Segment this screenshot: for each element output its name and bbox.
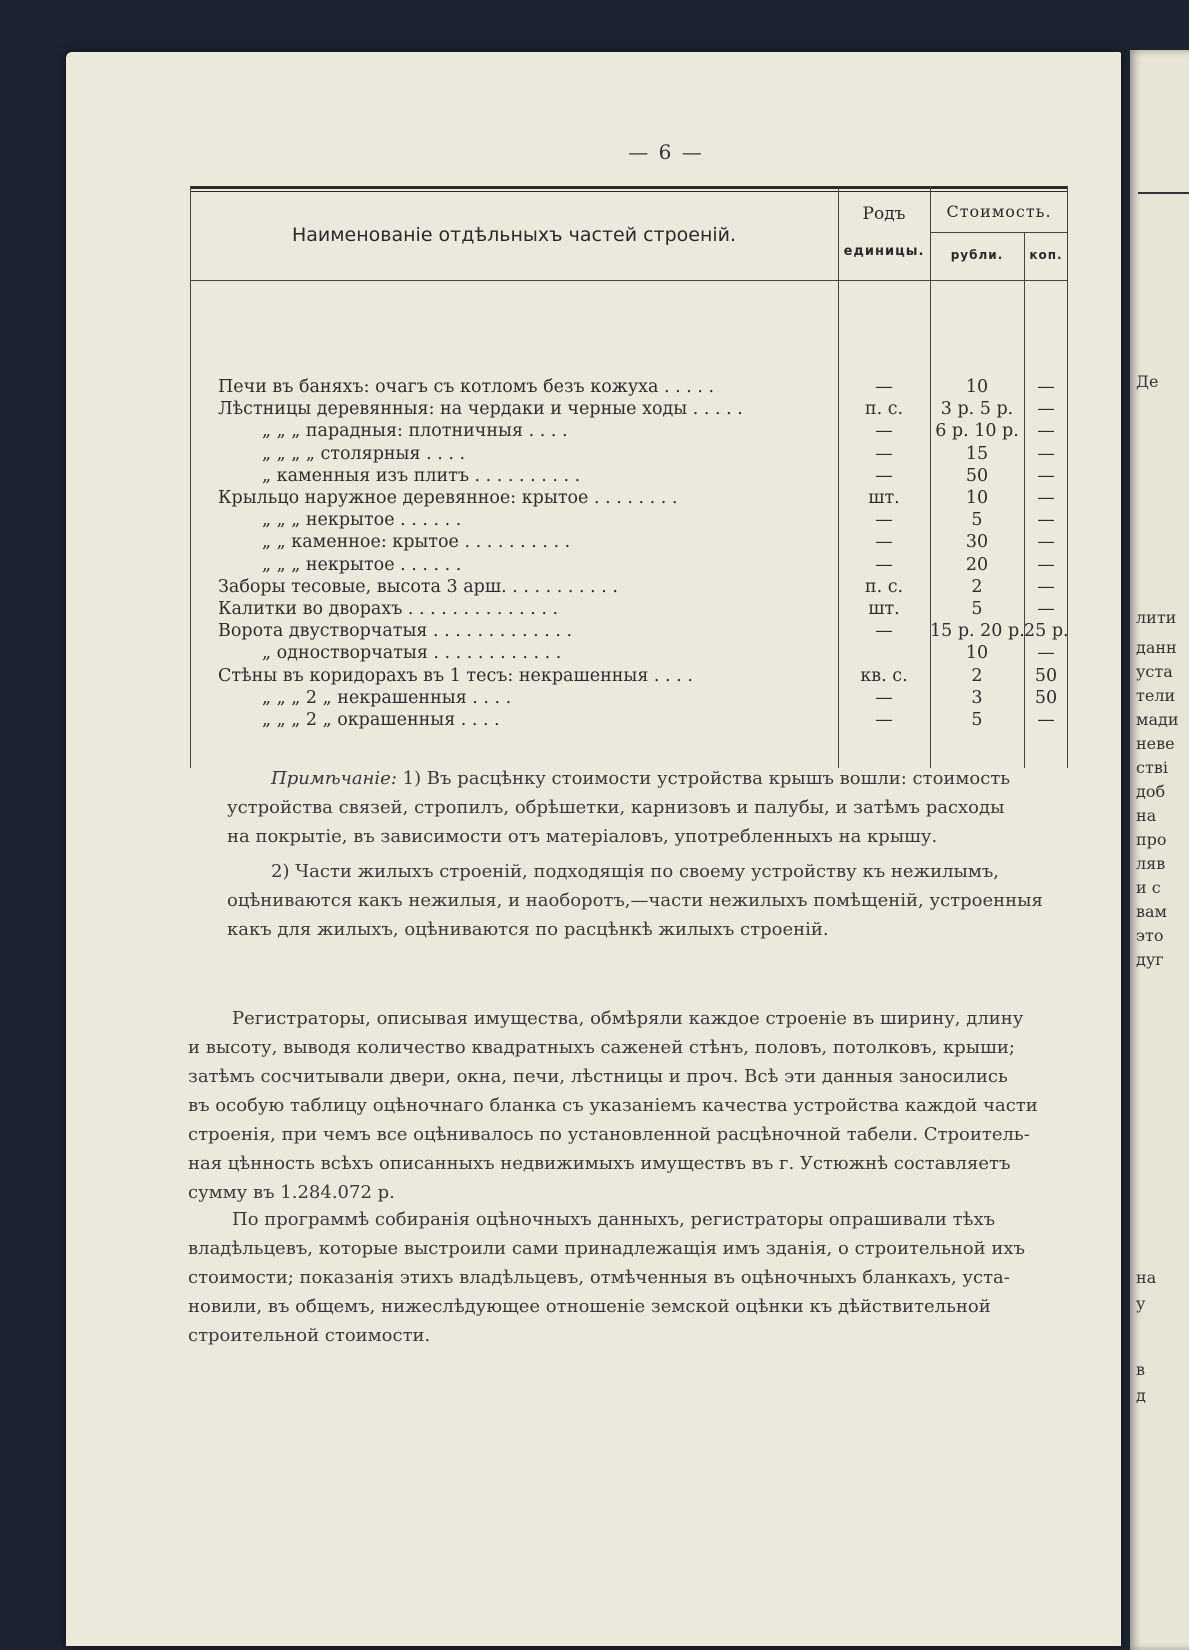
rubles-cell: 15 (965, 443, 989, 464)
rubles-cell: 20 (965, 554, 989, 575)
rubles-cell: 15 р. 20 р. (930, 621, 1025, 642)
table-row (190, 443, 1068, 466)
table-header-rule (190, 280, 1068, 281)
cost-table (190, 186, 1068, 768)
rubles-cell: 6 р. 10 р. (935, 421, 1019, 442)
part-name-cell: Крыльцо наружное деревянное: крытое . . . . . . . . (218, 488, 678, 508)
document-page (66, 52, 1121, 1646)
body-paragraph-1 (188, 1004, 1123, 1207)
kopecks-cell: — (1037, 576, 1055, 597)
unit-cell: — (875, 621, 893, 642)
table-row (190, 554, 1068, 577)
kopecks-cell: — (1037, 421, 1055, 442)
kopecks-cell: — (1037, 510, 1055, 531)
kopecks-cell: 50 (1034, 665, 1058, 686)
note-line: какъ для жилыхъ, оцѣниваются по расцѣнкѣ жилыхъ строеній. (227, 919, 829, 940)
table-top-rule (190, 186, 1068, 189)
rubles-cell: 5 (971, 599, 983, 619)
table-row (190, 420, 1068, 443)
part-name-cell: „ „ каменное: крытое . . . . . . . . . . (262, 532, 571, 553)
unit-cell: — (875, 421, 893, 442)
kopecks-cell: — (1037, 399, 1055, 420)
unit-cell: шт. (868, 488, 900, 508)
table-row (190, 620, 1068, 643)
header-part-name: Наименованіе отдѣльныхъ частей строеній. (291, 224, 737, 246)
table-row (190, 665, 1068, 688)
table-row (190, 687, 1068, 710)
part-name-cell: „ „ „ 2 „ окрашенныя . . . . (262, 710, 500, 730)
part-name-cell: Стѣны въ коридорахъ въ 1 тесъ: некрашенныя . . . . (218, 665, 693, 686)
rubles-cell: 2 (971, 576, 983, 597)
adjacent-page-edge (1130, 50, 1189, 1650)
part-name-cell: „ каменныя изъ плитъ . . . . . . . . . . (262, 465, 581, 486)
rubles-cell: 3 (971, 687, 983, 708)
adjacent-page-fragment: Де (1136, 372, 1159, 391)
table-row (190, 642, 1068, 665)
adjacent-page-fragment: про (1136, 830, 1167, 849)
adjacent-page-fragment: вам (1136, 902, 1167, 921)
body-line: и высоту, выводя количество квадратныхъ саженей стѣнъ, половъ, потолковъ, крыши; (188, 1037, 1015, 1058)
rubles-cell: 3 р. 5 р. (940, 399, 1014, 420)
adjacent-page-fragment: дуг (1136, 950, 1164, 969)
part-name-cell: „ „ „ „ столярныя . . . . (262, 443, 466, 464)
body-line: новили, въ общемъ, нижеслѣдующее отношеніе земской оцѣнки къ дѣйствительной (188, 1296, 991, 1317)
part-name-cell: „ „ „ некрытое . . . . . . (262, 510, 462, 531)
header-rubles: рубли. (950, 248, 1004, 262)
unit-cell: — (875, 465, 893, 486)
unit-cell: п. с. (864, 576, 904, 597)
adjacent-page-fragment: лити (1136, 608, 1177, 627)
body-line: строительной стоимости. (188, 1325, 431, 1346)
body-paragraph-2 (188, 1205, 1123, 1350)
adjacent-page-fragment: в (1136, 1360, 1146, 1379)
rubles-cell: 50 (965, 465, 989, 486)
note-line: на покрытіе, въ зависимости отъ матеріаловъ, употребленныхъ на крышу. (227, 826, 938, 847)
table-row (190, 598, 1068, 621)
adjacent-page-fragment: на (1136, 806, 1157, 825)
table-row (190, 376, 1068, 399)
table-row (190, 398, 1068, 421)
body-line: строенія, при чемъ все оцѣнивалось по установленной расцѣночной табели. Строитель- (188, 1124, 1030, 1145)
note-line: оцѣниваются какъ нежилыя, и наоборотъ,—части нежилыхъ помѣщеній, устроенныя (227, 890, 1043, 911)
adjacent-page-fragment: на (1136, 1268, 1157, 1287)
body-line: Регистраторы, описывая имущества, обмѣряли каждое строеніе въ ширину, длину (232, 1008, 1024, 1029)
note-paragraph-2 (227, 857, 1123, 944)
body-line: сумму въ 1.284.072 р. (188, 1182, 395, 1203)
table-row (190, 487, 1068, 510)
kopecks-cell: 50 (1034, 687, 1058, 708)
kopecks-cell: — (1037, 377, 1055, 397)
adjacent-page-fragment: данн (1136, 638, 1177, 657)
kopecks-cell: — (1037, 488, 1055, 508)
kopecks-cell: — (1037, 443, 1055, 464)
unit-cell: кв. с. (860, 665, 908, 686)
part-name-cell: Печи въ баняхъ: очагъ съ котломъ безъ кожуха . . . . . (218, 377, 715, 397)
unit-cell: шт. (868, 599, 900, 619)
adjacent-page-rule (1138, 192, 1189, 194)
adjacent-page-fragment: тели (1136, 686, 1176, 705)
adjacent-page-fragment: неве (1136, 734, 1175, 753)
rubles-cell: 5 (971, 710, 983, 730)
kopecks-cell: — (1037, 554, 1055, 575)
unit-cell: — (875, 377, 893, 397)
unit-cell: — (875, 554, 893, 575)
rubles-cell: 10 (965, 643, 989, 664)
body-line: По программѣ собиранія оцѣночныхъ данныхъ, регистраторы опрашивали тѣхъ (232, 1209, 996, 1230)
table-row (190, 709, 1068, 732)
table-cost-subrule (930, 232, 1068, 233)
note-paragraph-1 (227, 764, 1123, 851)
part-name-cell: Заборы тесовые, высота 3 арш. . . . . . . . . . . (218, 576, 618, 597)
table-row (190, 465, 1068, 488)
kopecks-cell: — (1037, 465, 1055, 486)
part-name-cell: „ одностворчатыя . . . . . . . . . . . . (262, 643, 562, 664)
rubles-cell: 10 (965, 488, 989, 508)
adjacent-page-fragment: мади (1136, 710, 1179, 729)
note-line: 1) Въ расцѣнку стоимости устройства крышъ вошли: стоимость (396, 768, 1011, 789)
unit-cell: — (875, 687, 893, 708)
adjacent-page-fragment: и с (1136, 878, 1161, 897)
rubles-cell: 10 (965, 377, 989, 397)
unit-cell: — (875, 710, 893, 730)
header-cost: Стоимость. (946, 202, 1052, 221)
table-row (190, 509, 1068, 532)
note-title: Примѣчаніе: (271, 768, 397, 789)
note-line: устройства связей, стропилъ, обрѣшетки, карнизовъ и палубы, и затѣмъ расходы (227, 797, 1005, 818)
adjacent-page-fragment: ствi (1136, 758, 1168, 777)
unit-cell: п. с. (864, 399, 904, 420)
unit-cell: — (875, 443, 893, 464)
adjacent-page-fragment: это (1136, 926, 1164, 945)
table-row (190, 576, 1068, 599)
page-number: — 6 — (628, 140, 704, 164)
adjacent-page-fragment: уста (1136, 662, 1173, 681)
kopecks-cell: — (1037, 599, 1055, 619)
part-name-cell: Ворота двустворчатыя . . . . . . . . . . . . . (218, 621, 573, 642)
body-line: ная цѣнность всѣхъ описанныхъ недвижимыхъ имуществъ въ г. Устюжнѣ составляетъ (188, 1153, 1011, 1174)
rubles-cell: 2 (971, 665, 983, 686)
table-top-rule-thin (190, 191, 1068, 192)
rubles-cell: 30 (965, 532, 989, 553)
part-name-cell: Калитки во дворахъ . . . . . . . . . . . . . . (218, 599, 559, 619)
header-unit-line2: единицы. (843, 244, 925, 259)
adjacent-page-fragment: д (1136, 1386, 1146, 1405)
body-line: затѣмъ сосчитывали двери, окна, печи, лѣстницы и проч. Всѣ эти данныя заносились (188, 1066, 1008, 1087)
kopecks-cell: — (1037, 643, 1055, 664)
part-name-cell: „ „ „ некрытое . . . . . . (262, 554, 462, 575)
note-line: 2) Части жилыхъ строеній, подходящія по своему устройству къ нежилымъ, (271, 861, 1000, 882)
part-name-cell: „ „ „ 2 „ некрашенныя . . . . (262, 687, 512, 708)
header-kopecks: коп. (1029, 248, 1063, 262)
part-name-cell: Лѣстницы деревянныя: на чердаки и черные ходы . . . . . (218, 399, 743, 420)
adjacent-page-fragment: у (1136, 1294, 1146, 1313)
header-unit-line1: Родъ (862, 204, 906, 224)
body-line: въ особую таблицу оцѣночнаго бланка съ указаніемъ качества устройства каждой части (188, 1095, 1038, 1116)
adjacent-page-fragment: ляв (1136, 854, 1166, 873)
kopecks-cell: — (1037, 710, 1055, 730)
kopecks-cell: — (1037, 532, 1055, 553)
kopecks-cell: 25 р. (1024, 621, 1069, 642)
body-line: владѣльцевъ, которые выстроили сами принадлежащія имъ зданія, о строительной ихъ (188, 1238, 1025, 1259)
part-name-cell: „ „ „ парадныя: плотничныя . . . . (262, 421, 568, 442)
unit-cell: — (875, 510, 893, 531)
body-line: стоимости; показанія этихъ владѣльцевъ, отмѣченныя въ оцѣночныхъ бланкахъ, уста- (188, 1267, 1010, 1288)
table-row (190, 531, 1068, 554)
rubles-cell: 5 (971, 510, 983, 531)
unit-cell: — (875, 532, 893, 553)
adjacent-page-fragment: доб (1136, 782, 1166, 801)
